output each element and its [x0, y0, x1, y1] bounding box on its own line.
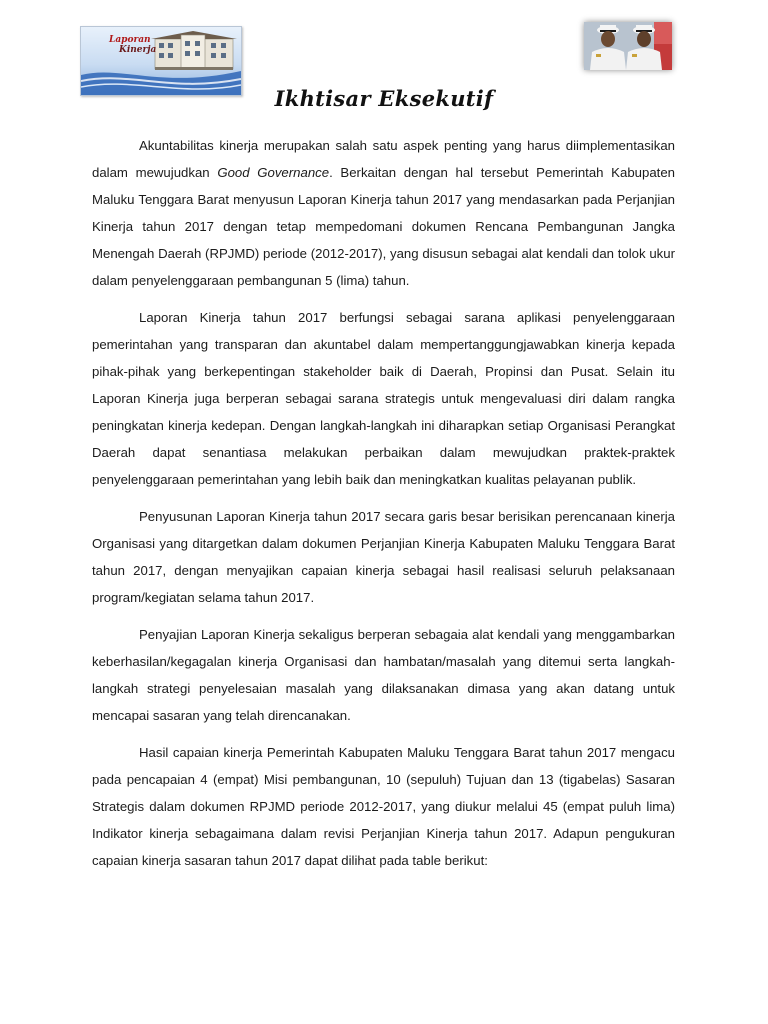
logo-text-line1: Laporan — [109, 35, 151, 45]
paragraph-4: Penyajian Laporan Kinerja sekaligus berperan sebagaia alat kendali yang menggambarkan keberhasilan/kegagalan kinerja Organisasi dan hambatan/masalah yang ditemui serta langkah-langkah strategi penyelesaian masalah yang dilaksanakan dimasa yang akan datang untuk mencapai sasaran yang telah direncanakan. — [92, 627, 675, 723]
portrait-icon — [584, 22, 672, 70]
paragraph-5: Hasil capaian kinerja Pemerintah Kabupaten Maluku Tenggara Barat tahun 2017 mengacu pada pencapaian 4 (empat) Misi pembangunan, 10 (sepuluh) Tujuan dan 13 (tigabelas) Sasaran Strategis dalam dokumen RPJMD periode 2012-2017, yang diukur melalui 45 (empat puluh lima) Indikator kinerja sebagaimana dalam revisi Perjanjian Kinerja tahun 2017. Adapun pengukuran capaian kinerja sasaran tahun 2017 dapat dilihat pada table berikut: — [92, 745, 675, 868]
paragraph-2: Laporan Kinerja tahun 2017 berfungsi sebagai sarana aplikasi penyelenggaraan pemerintahan yang transparan dan akuntabel dalam mempertanggungjawabkan kinerja kepada pihak-pihak yang berkepentingan stakeholder baik di Daerah, Propinsi dan Pusat. Selain itu Laporan Kinerja juga berperan sebagai sarana strategis untuk mengevaluasi diri dalam rangka peningkatan kinerja kedepan. Dengan langkah-langkah ini diharapkan setiap Organisasi Perangkat Daerah dapat senantiasa melakukan perbaikan dalam mewujudkan praktek-praktek penyelenggaraan pemerintahan yang lebih baik dan meningkatkan kualitas pelayanan publik. — [92, 310, 675, 487]
leaders-photo — [584, 22, 672, 70]
paragraph-1 — [92, 132, 675, 294]
paragraph-1-part-a: Akuntabilitas kinerja merupakan salah satu aspek penting yang harus diimplementasikan dalam mewujudkan — [92, 138, 675, 180]
logo-text-line2: Kinerja — [119, 45, 157, 55]
paragraph-3: Penyusunan Laporan Kinerja tahun 2017 secara garis besar berisikan perencanaan kinerja Organisasi yang ditargetkan dalam dokumen Perjanjian Kinerja Kabupaten Maluku Tenggara Barat tahun 2017, dengan menyajikan capaian kinerja sebagai hasil realisasi seluruh pelaksanaan program/kegiatan selama tahun 2017. — [92, 509, 675, 605]
paragraph-1-part-b: . Berkaitan dengan hal tersebut Pemerintah Kabupaten Maluku Tenggara Barat menyusun Laporan Kinerja tahun 2017 yang mendasarkan pada Perjanjian Kinerja tahun 2017 dengan tetap mempedomani dokumen Rencana Pembangunan Jangka Menengah Daerah (RPJMD) periode (2012-2017), yang disusun sebagai alat kendali dan tolok ukur dalam penyelenggaraan pembangunan 5 (lima) tahun. — [92, 165, 675, 288]
page-title: Ikhtisar Eksekutif — [274, 86, 494, 111]
logo-text — [109, 35, 169, 55]
document-body — [92, 132, 675, 884]
paragraph-1-emphasis: Good Governance — [217, 165, 330, 180]
